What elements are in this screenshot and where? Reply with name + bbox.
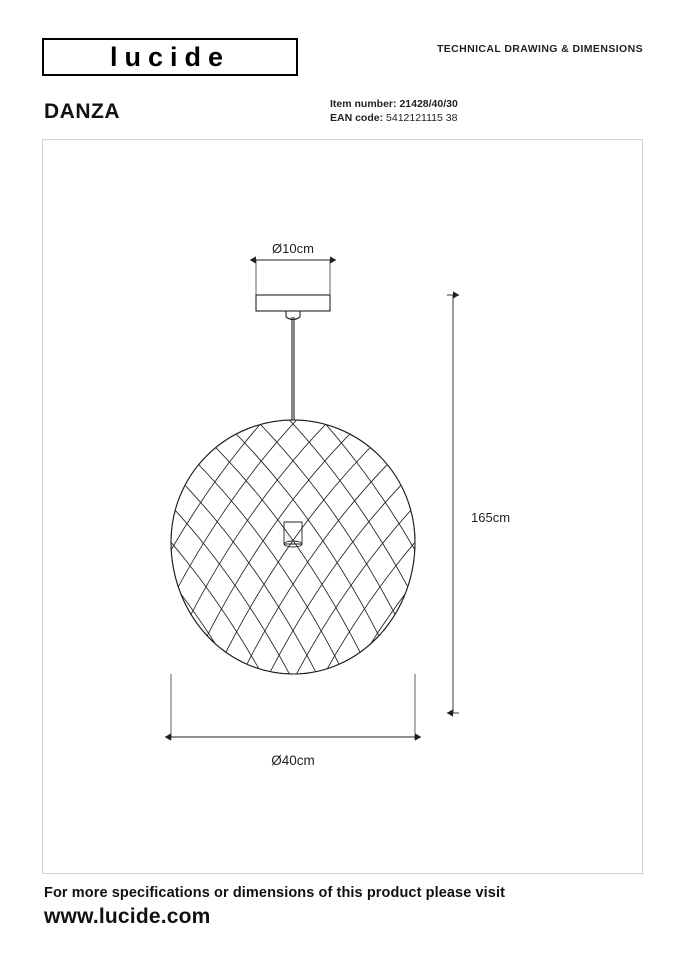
logo-letter-i: i <box>170 42 185 72</box>
height-label: 165cm <box>471 510 511 525</box>
technical-drawing-frame <box>42 139 643 874</box>
logo-letter-e: e <box>208 42 231 72</box>
document-title: TECHNICAL DRAWING & DIMENSIONS <box>436 43 643 55</box>
logo-letter-d: d <box>184 42 209 72</box>
ceiling-canopy <box>256 295 330 320</box>
item-number-value: 21428/40/30 <box>399 98 458 110</box>
footer-website-link[interactable]: www.lucide.com <box>44 905 211 928</box>
pendant-lamp-technical-drawing <box>43 140 644 875</box>
logo-letter-c: c <box>147 42 170 72</box>
ean-row <box>330 111 458 125</box>
logo-letter-u: u <box>124 42 148 72</box>
height-dimension <box>447 295 459 713</box>
ean-label: EAN code: <box>330 112 384 124</box>
ean-value: 5412121115 38 <box>386 112 458 124</box>
bottom-diameter-label: Ø40cm <box>271 753 315 768</box>
product-name: DANZA <box>44 100 120 123</box>
globe-cage-shade <box>43 314 543 742</box>
item-number-label: Item number: <box>330 98 397 110</box>
top-diameter-label: Ø10cm <box>272 241 314 256</box>
lucide-logo <box>42 38 298 76</box>
document-footer <box>44 885 644 929</box>
bottom-diameter-dimension <box>171 674 415 740</box>
logo-letter-l: l <box>109 42 125 72</box>
document-header <box>42 38 643 82</box>
item-number-row <box>330 97 458 111</box>
top-diameter-dimension <box>256 260 330 295</box>
product-meta <box>330 97 458 125</box>
logo-text <box>42 38 298 76</box>
footer-text: For more specifications or dimensions of this product please visit <box>44 885 506 901</box>
